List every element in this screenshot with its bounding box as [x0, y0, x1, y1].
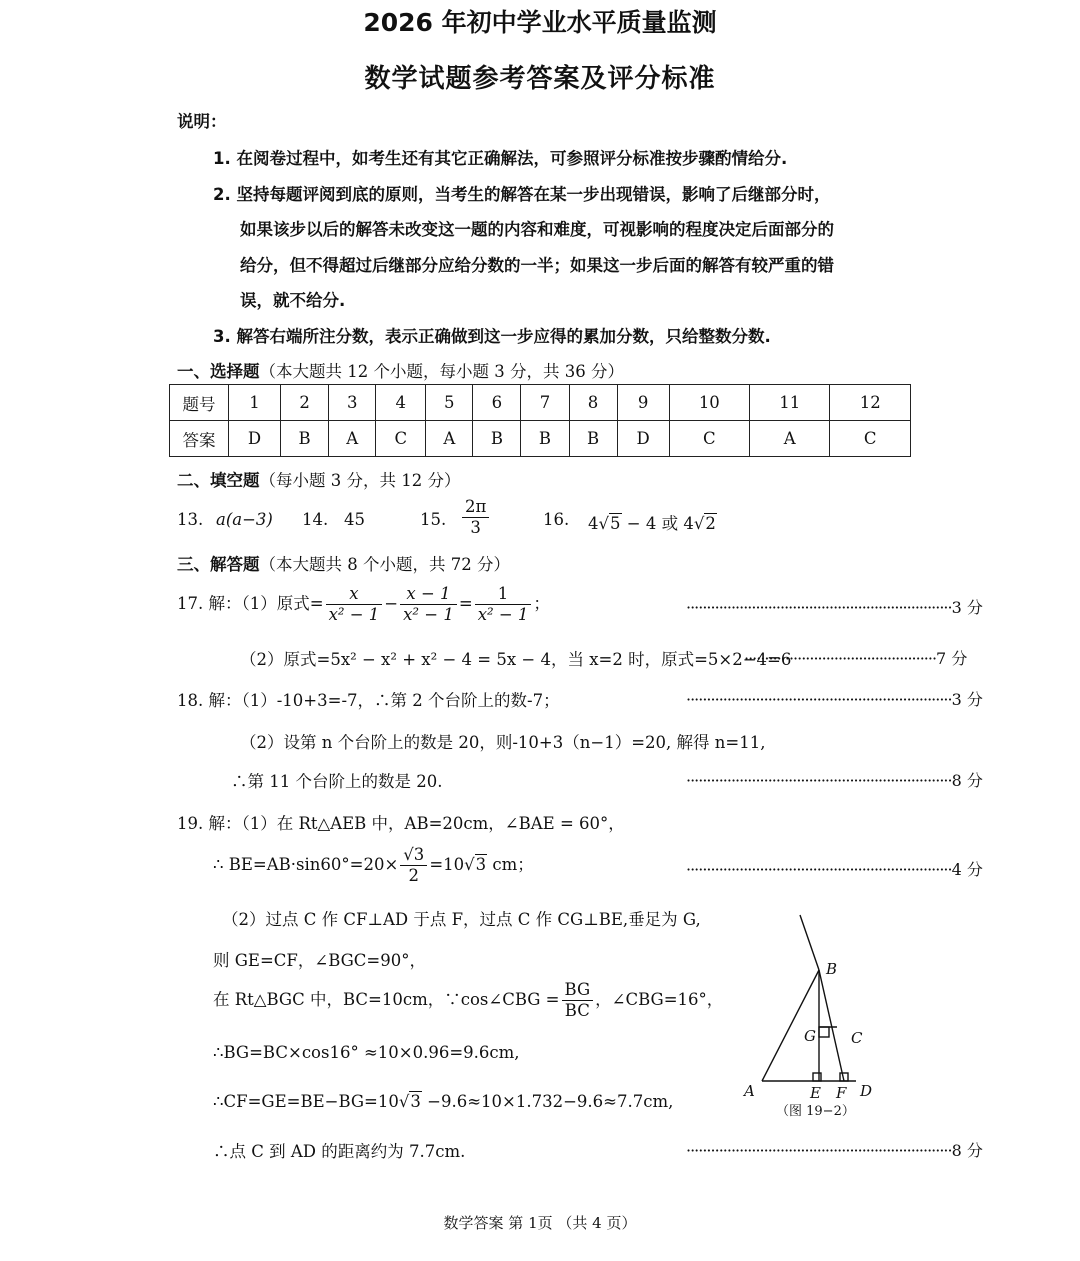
q17-score-1: ·································································3 分 — [686, 598, 983, 617]
notes-label: 说明： — [177, 112, 227, 131]
note-2-line-1: 2. 坚持每题评阅到底的原则，当考生的解答在某一步出现错误，影响了后继部分时， — [213, 185, 831, 204]
q19-line-4: 则 GE=CF，∠BGC=90°， — [213, 951, 427, 970]
table-cell: B — [521, 421, 569, 457]
q14-answer: 45 — [344, 510, 365, 529]
q17-line-2: （2）原式=5x² − x² + x² − 4 = 5x − 4，当 x=2 时，原式=5×2−4=6 — [240, 650, 792, 669]
q14-number: 14. — [302, 510, 329, 529]
q18-line-3: ∴第 11 个台阶上的数是 20. — [231, 772, 443, 791]
q13-number: 13. — [177, 510, 204, 529]
table-cell: 1 — [229, 385, 281, 421]
label-E: E — [810, 1084, 821, 1102]
section-2-heading: 二、填空题（每小题 3 分，共 12 分） — [177, 471, 461, 490]
q18-line-1: 18. 解：（1）-10+3=-7，∴第 2 个台阶上的数-7； — [177, 691, 560, 710]
label-A: A — [744, 1082, 755, 1100]
table-row-answers — [170, 421, 911, 457]
label-G: G — [804, 1027, 816, 1045]
note-2-line-4: 误，就不给分. — [240, 291, 346, 310]
row-label: 题号 — [170, 385, 229, 421]
q18-score-3: ·································································8 分 — [686, 771, 983, 790]
table-cell: 12 — [830, 385, 911, 421]
q17-line-1: 17. 解：（1）原式= $\frac{x}{\text{x² − 1}}$ − $\frac{x - 1}{\text{x² − 1}}$ = $\frac{1}{\text{x² − 1}}$ ； — [177, 584, 550, 624]
table-cell: B — [569, 421, 617, 457]
q18-line-2: （2）设第 n 个台阶上的数是 20，则-10+3（n−1）=20, 解得 n=11, — [240, 733, 766, 752]
q15-answer: $\frac{2\pi}{3}$ — [460, 497, 491, 538]
section-1-heading: 一、选择题（本大题共 12 个小题，每小题 3 分，共 36 分） — [177, 362, 624, 381]
segment-BF — [819, 970, 844, 1081]
label-D: D — [860, 1082, 873, 1100]
table-cell: 10 — [669, 385, 749, 421]
table-row-numbers — [170, 385, 911, 421]
q19-score-2: ·································································4 分 — [686, 860, 983, 879]
table-cell: A — [750, 421, 830, 457]
q19-line-1: 19. 解：（1）在 Rt△AEB 中，AB=20cm，∠BAE = 60°， — [177, 814, 625, 833]
right-angle-mark-G — [819, 1027, 829, 1037]
page-subtitle: 数学试题参考答案及评分标准 — [364, 64, 716, 94]
label-C: C — [851, 1029, 863, 1047]
answer-table — [169, 384, 911, 457]
q15-number: 15. — [420, 510, 447, 529]
table-cell: D — [617, 421, 669, 457]
table-cell: 2 — [281, 385, 329, 421]
geometry-figure-19-2 — [736, 910, 886, 1125]
q19-score-8: ·································································8 分 — [686, 1141, 983, 1160]
table-cell: A — [426, 421, 473, 457]
q19-line-6: ∴BG=BC×cos16° ≈10×0.96=9.6cm, — [213, 1043, 520, 1062]
q13-answer: a(a−3) — [216, 510, 273, 529]
right-angle-mark-E — [813, 1073, 821, 1081]
q16-answer: 4√5 − 4 或 4√2 — [588, 514, 716, 533]
segment-AB — [762, 970, 819, 1081]
q19-line-8: ∴点 C 到 AD 的距离约为 7.7cm. — [213, 1142, 466, 1161]
label-F: F — [836, 1084, 847, 1102]
table-cell: 11 — [750, 385, 830, 421]
note-1: 1. 在阅卷过程中，如考生还有其它正确解法，可参照评分标准按步骤酌情给分. — [213, 149, 788, 168]
q19-line-3: （2）过点 C 作 CF⊥AD 于点 F，过点 C 作 CG⊥BE,垂足为 G, — [222, 910, 701, 929]
page-footer: 数学答案 第 1页 （共 4 页） — [443, 1214, 637, 1232]
table-cell: A — [329, 421, 376, 457]
q18-score-1: ·································································3 分 — [686, 690, 983, 709]
table-cell: 6 — [473, 385, 521, 421]
table-cell: 4 — [376, 385, 426, 421]
table-cell: B — [473, 421, 521, 457]
note-2-line-3: 给分，但不得超过后继部分应给分数的一半；如果这一步后面的解答有较严重的错 — [240, 256, 834, 275]
table-cell: 7 — [521, 385, 569, 421]
table-cell: C — [830, 421, 911, 457]
q19-line-2: ∴ BE=AB·sin60°=20× $\frac{√3}{2}$ =10√3 cm； — [213, 845, 534, 885]
page-title: 2026 年初中学业水平质量监测 — [363, 8, 717, 37]
label-B: B — [826, 960, 838, 978]
extension-line — [800, 915, 819, 970]
note-3: 3. 解答右端所注分数，表示正确做到这一步应得的累加分数，只给整数分数. — [213, 327, 771, 346]
table-cell: C — [376, 421, 426, 457]
table-cell: D — [229, 421, 281, 457]
q19-line-5: 在 Rt△BGC 中，BC=10cm，∵cos∠CBG = $\frac{BG}{BC}$ ，∠CBG=16°， — [213, 980, 724, 1020]
table-cell: 5 — [426, 385, 473, 421]
table-cell: 8 — [569, 385, 617, 421]
q16-number: 16. — [543, 510, 570, 529]
table-cell: B — [281, 421, 329, 457]
table-cell: 3 — [329, 385, 376, 421]
note-2-line-2: 如果该步以后的解答未改变这一题的内容和难度，可视影响的程度决定后面部分的 — [240, 220, 834, 239]
table-cell: C — [669, 421, 749, 457]
row-label: 答案 — [170, 421, 229, 457]
q19-line-7: ∴CF=GE=BE−BG=10√3 −9.6≈10×1.732−9.6≈7.7cm, — [213, 1092, 674, 1111]
table-cell: 9 — [617, 385, 669, 421]
section-3-heading: 三、解答题（本大题共 8 个小题，共 72 分） — [177, 555, 510, 574]
figure-caption: （图 19−2） — [776, 1104, 855, 1119]
q17-score-2: ···············································7 分 — [744, 649, 968, 668]
